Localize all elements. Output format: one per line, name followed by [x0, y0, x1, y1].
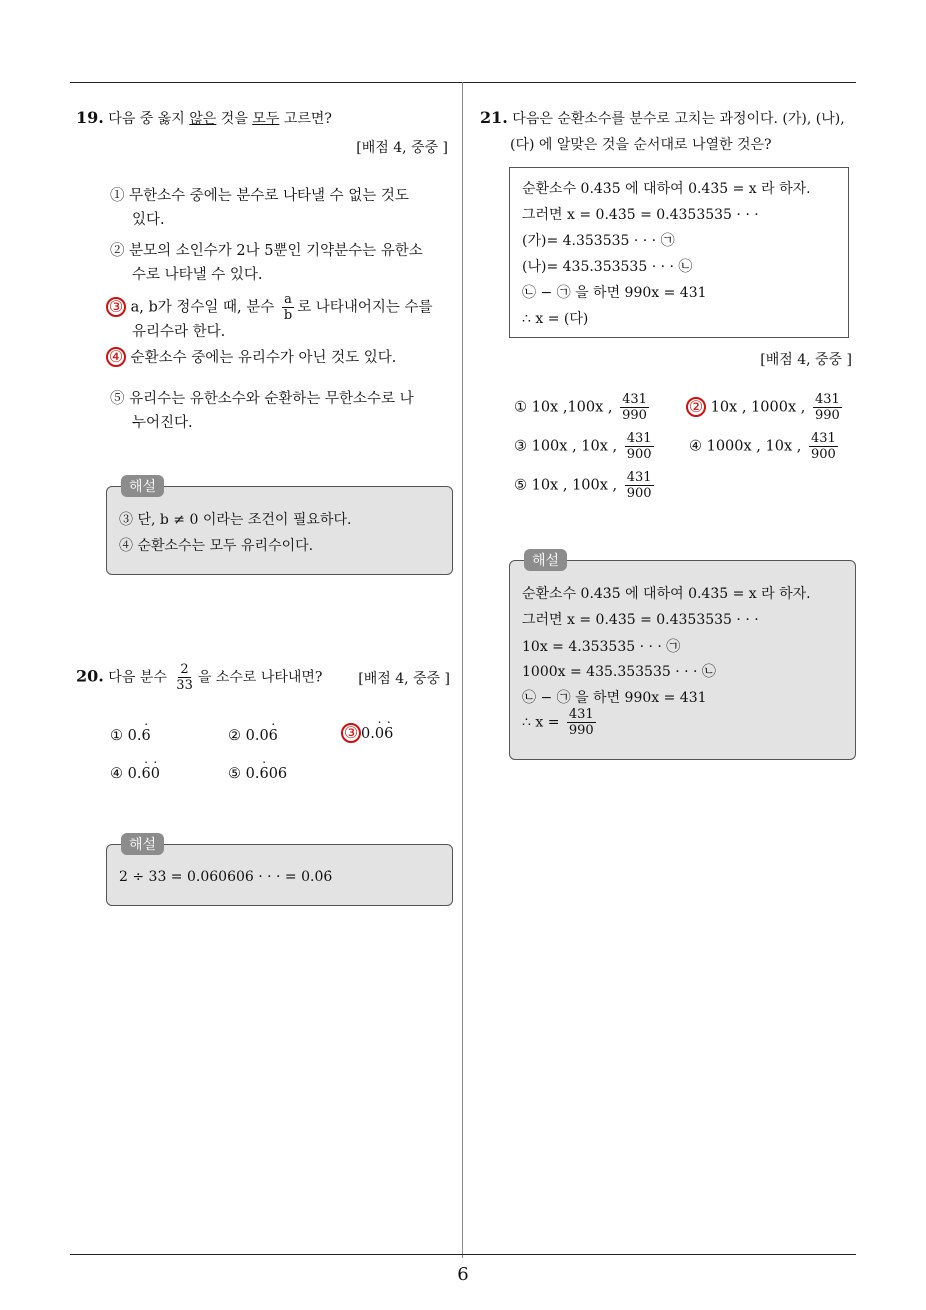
option-text-post: 로 나타내어지는 수를	[297, 299, 433, 316]
process-line: ㉡ − ㉠ 을 하면 990x = 431	[522, 285, 707, 301]
q19-text-c: 고르면?	[279, 111, 332, 127]
process-line: 그러면 x = 0.43̇5̇ = 0.4353535 · · ·	[522, 207, 759, 223]
solution-line: ③ 단, b ≠ 0 이라는 조건이 필요하다.	[119, 512, 352, 528]
option-text: 순환소수 중에는 유리수가 아닌 것도 있다.	[130, 350, 397, 366]
q21-score: [배점 4, 중중 ]	[760, 352, 852, 368]
q19-number: 19.	[76, 108, 104, 127]
q21-option-3[interactable]: ③ 100x , 10x , $\frac{431}{900}$	[514, 431, 652, 462]
option-fraction: $\frac{431}{900}$	[626, 431, 652, 462]
q19-option-5[interactable]	[110, 387, 414, 411]
option-mark: ①	[110, 188, 125, 204]
solution-line: 10x = 4.353535 · · · ㉠	[522, 639, 681, 655]
solution-line: 그러면 x = 0.43̇5̇ = 0.4353535 · · ·	[522, 612, 759, 628]
q19-option-5-line2: 누어진다.	[132, 415, 193, 431]
q21-process-box	[509, 167, 849, 338]
solution-tag: 해설	[121, 833, 164, 855]
selected-mark-circle: ②	[686, 397, 706, 417]
q20-option-1[interactable]: ① 0.˙ 6	[110, 724, 151, 748]
q19-option-3[interactable]	[106, 292, 432, 323]
option-mark: ④	[110, 766, 123, 782]
option-mark: ⑤	[228, 766, 241, 782]
fraction-2-over-33: $\frac{2}{33}$	[176, 662, 193, 693]
q21-option-1[interactable]: ① 10x ,100x , $\frac{431}{990}$	[514, 392, 647, 423]
q20-number: 20.	[76, 666, 104, 686]
q21-solution-box	[509, 553, 856, 760]
option-mark: ①	[514, 399, 527, 416]
q21-line2: (다) 에 알맞은 것을 순서대로 나열한 것은?	[510, 137, 772, 153]
option-fraction: $\frac{431}{990}$	[814, 392, 840, 423]
q19-option-3-line2: 유리수라 한다.	[132, 324, 226, 340]
q19-underline-1: 않은	[189, 111, 217, 127]
process-line: 순환소수 0.43̇5̇ 에 대하여 0.43̇5̇ = x 라 하자.	[522, 181, 811, 197]
q20-score: [배점 4, 중중 ]	[358, 671, 450, 687]
bottom-rule	[70, 1254, 856, 1255]
option-mark: ④	[689, 438, 702, 455]
option-mark: ⑤	[514, 477, 527, 494]
q21-number: 21.	[480, 108, 508, 127]
q21-option-2[interactable]: ② 10x , 1000x , $\frac{431}{990}$	[686, 392, 845, 423]
option-fraction: $\frac{431}{900}$	[626, 470, 652, 501]
q20-option-3[interactable]: ③ 0.˙ 0˙ 6	[341, 722, 393, 746]
q19-text-a: 다음 중 옳지	[108, 111, 190, 127]
fraction-a-over-b: $\frac{a}{b}$	[283, 292, 293, 323]
selected-mark-circle: ④	[106, 347, 126, 367]
process-line: ∴ x = (다)	[522, 311, 589, 327]
q19-stem	[76, 108, 332, 128]
q19-underline-2: 모두	[252, 111, 280, 127]
q19-score: [배점 4, 중중 ]	[356, 140, 448, 156]
q20-stem	[76, 662, 322, 693]
option-mark: ⑤	[110, 391, 125, 407]
option-fraction: $\frac{431}{900}$	[810, 431, 836, 462]
process-line: (나)= 435.353535 · · · ㉡	[522, 259, 693, 275]
q20-post: 을 소수로 나타내면?	[197, 669, 323, 686]
solution-line: 2 ÷ 33 = 0.060606 · · · = 0.0̇6̇	[119, 869, 333, 885]
q20-pre: 다음 분수	[108, 669, 167, 686]
process-line: (가)= 4.353535 · · · ㉠	[522, 233, 675, 249]
solution-tag: 해설	[121, 475, 164, 497]
q21-stem	[480, 108, 845, 128]
selected-mark-circle: ③	[106, 297, 126, 317]
q19-solution-box	[106, 479, 453, 575]
q21-option-5[interactable]: ⑤ 10x , 100x , $\frac{431}{900}$	[514, 470, 652, 501]
solution-tag: 해설	[524, 549, 567, 571]
solution-line: 1000x = 435.353535 · · · ㉡	[522, 664, 716, 680]
option-text-pre: a, b가 정수일 때, 분수	[130, 299, 275, 316]
q19-option-2[interactable]	[110, 239, 423, 263]
option-mark: ②	[228, 728, 241, 744]
option-mark: ①	[110, 728, 123, 744]
option-fraction: $\frac{431}{990}$	[622, 392, 647, 423]
q19-option-4[interactable]	[106, 346, 396, 370]
q19-option-1-line2: 있다.	[132, 212, 165, 228]
q20-option-2[interactable]: ② 0.0˙ 6	[228, 724, 278, 748]
q19-option-1[interactable]	[110, 184, 409, 208]
solution-line: 순환소수 0.43̇5̇ 에 대하여 0.43̇5̇ = x 라 하자.	[522, 586, 811, 602]
solution-fraction: $\frac{431}{990}$	[568, 707, 594, 738]
q19-option-2-line2: 수로 나타낼 수 있다.	[132, 267, 263, 283]
column-divider	[462, 82, 463, 1258]
top-rule	[70, 82, 856, 83]
q19-text-b: 것을	[216, 111, 253, 127]
option-text: 분모의 소인수가 2나 5뿐인 기약분수는 유한소	[129, 243, 423, 259]
option-mark: ②	[110, 243, 125, 259]
q21-option-4[interactable]: ④ 1000x , 10x , $\frac{431}{900}$	[689, 431, 836, 462]
solution-final: ∴ x = $\frac{431}{990}$	[522, 707, 594, 738]
q20-option-4[interactable]: ④ 0.˙ 6˙ 0	[110, 762, 160, 786]
q21-line1: 다음은 순환소수를 분수로 고치는 과정이다. (가), (나),	[512, 111, 845, 127]
q20-option-5[interactable]: ⑤ 0.˙ 606	[228, 762, 287, 786]
option-mark: ③	[514, 438, 527, 455]
option-text: 유리수는 유한소수와 순환하는 무한소수로 나	[129, 391, 414, 407]
selected-mark-circle: ③	[341, 723, 361, 743]
solution-line: ④ 순환소수는 모두 유리수이다.	[119, 538, 314, 554]
q20-solution-box	[106, 837, 453, 906]
option-text: 무한소수 중에는 분수로 나타낼 수 없는 것도	[129, 188, 409, 204]
page-number: 6	[457, 1264, 469, 1285]
solution-line: ㉡ − ㉠ 을 하면 990x = 431	[522, 690, 707, 706]
